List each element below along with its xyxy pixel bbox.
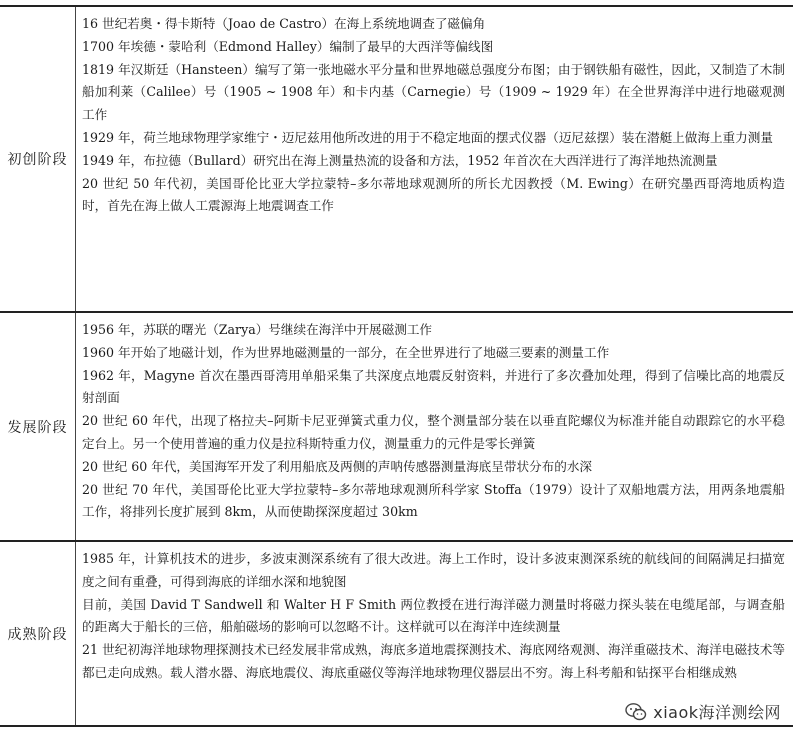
entry: 1985 年，计算机技术的进步，多波束测深系统有了很大改进。海上工作时，设计多波束测深系统的航线间的间隔满足扫描宽度之间有重叠，可得到海底的详细水深和地貌图 <box>82 551 785 589</box>
watermark <box>619 699 787 724</box>
watermark-text: xiaok海洋测绘网 <box>653 703 781 722</box>
phase-label: 发展阶段 <box>0 313 76 540</box>
phase-label: 成熟阶段 <box>0 542 76 725</box>
phase-content <box>82 319 785 524</box>
entry: 目前，美国 David T Sandwell 和 Walter H F Smith 两位教授在进行海洋磁力测量时将磁力探头装在电缆尾部，与调查船的距离大于船长的三倍，船舶磁场的影响可以忽略不计。这样就可以在海洋中连续测量 <box>82 596 785 635</box>
entry: 1949 年，布拉德（Bullard）研究出在海上测量热流的设备和方法，1952 年首次在大西洋进行了海洋地热流测量 <box>82 152 718 168</box>
phase-content <box>82 548 785 685</box>
entry: 16 世纪若奥・得卡斯特（Joao de Castro）在海上系统地调查了磁偏角 <box>82 16 486 31</box>
entry: 1700 年埃德・蒙哈利（Edmond Halley）编制了最早的大西洋等偏线图 <box>82 38 494 54</box>
section-development <box>0 311 793 540</box>
entry: 1929 年，荷兰地球物理学家维宁・迈尼兹用他所改进的用于不稳定地面的摆式仪器（迈尼兹摆）装在潜艇上做海上重力测量 <box>82 129 773 145</box>
entry: 20 世纪 50 年代初，美国哥伦比亚大学拉蒙特–多尔蒂地球观测所的所长尤因教授（M. Ewing）在研究墨西哥湾地质构造时，首先在海上做人工震源海上地震调查工作 <box>82 175 785 214</box>
entry: 20 世纪 70 年代，美国哥伦比亚大学拉蒙特–多尔蒂地球观测所科学家 Stoffa（1979）设计了双船地震方法，用两条地震船工作，将排列长度扩展到 8km，从而使勘探深度超过 30km <box>82 481 785 520</box>
entry: 1962 年，Magyne 首次在墨西哥湾用单船采集了共深度点地震反射资料，并进行了多次叠加处理，得到了信噪比高的地震反射剖面 <box>82 367 785 406</box>
entry: 20 世纪 60 年代，出现了格拉夫–阿斯卡尼亚弹簧式重力仪，整个测量部分装在以垂直陀螺仪为标准并能自动跟踪它的水平稳定台上。另一个使用普遍的重力仪是拉科斯特重力仪，测量重力的元件是零长弹簧 <box>82 413 785 451</box>
phase-label: 初创阶段 <box>0 7 76 311</box>
wechat-icon <box>625 701 647 723</box>
entry: 1819 年汉斯廷（Hansteen）编写了第一张地磁水平分量和世界地磁总强度分布图；由于钢铁船有磁性，因此，又制造了木制船加利莱（Calilee）号（1905 ~ 1908 年）和卡内基（Carnegie）号（1909 ~ 1929 年）在全世界海洋中进行地磁观测工作 <box>82 61 785 123</box>
entry: 1960 年开始了地磁计划，作为世界地磁测量的一部分，在全世界进行了地磁三要素的测量工作 <box>82 344 610 360</box>
entry: 1956 年，苏联的曙光（Zarya）号继续在海洋中开展磁测工作 <box>82 322 433 337</box>
entry: 20 世纪 60 年代，美国海军开发了利用船底及两侧的声呐传感器测量海底呈带状分布的水深 <box>82 458 593 474</box>
section-initial <box>0 5 793 311</box>
phase-content <box>82 13 785 218</box>
entry: 21 世纪初海洋地球物理探测技术已经发展非常成熟，海底多道地震探测技术、海底网络观测、海洋重磁技术、海洋电磁技术等都已走向成熟。载人潜水器、海底地震仪、海底重磁仪等海洋地球物理仪器层出不穷。海上科考船和钻探平台相继成熟 <box>82 642 785 680</box>
